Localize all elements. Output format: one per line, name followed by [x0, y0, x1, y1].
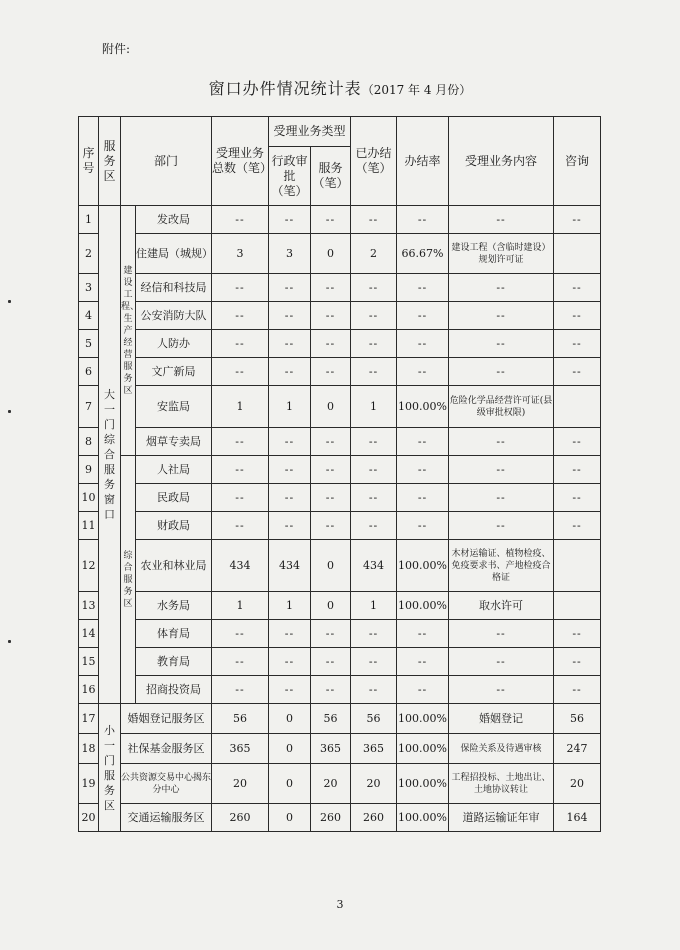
cell-consult: -- [554, 620, 601, 648]
cell-total: -- [212, 676, 269, 704]
cell-dept: 招商投资局 [136, 676, 212, 704]
cell-done: 434 [351, 540, 397, 592]
cell-dept: 财政局 [136, 512, 212, 540]
cell-service: -- [311, 512, 351, 540]
scan-speck [8, 640, 11, 643]
cell-no: 18 [79, 734, 99, 764]
cell-consult: 56 [554, 704, 601, 734]
cell-dept: 社保基金服务区 [121, 734, 212, 764]
cell-no: 3 [79, 274, 99, 302]
cell-total: -- [212, 358, 269, 386]
cell-service: -- [311, 274, 351, 302]
cell-rate: 100.00% [397, 540, 449, 592]
cell-total: -- [212, 274, 269, 302]
cell-consult: -- [554, 274, 601, 302]
cell-done: -- [351, 676, 397, 704]
cell-no: 14 [79, 620, 99, 648]
page-title [0, 76, 680, 99]
cell-total: 20 [212, 764, 269, 804]
header-consult: 咨询 [554, 117, 601, 206]
cell-content: -- [449, 428, 554, 456]
header-type-group: 受理业务类型 [269, 117, 351, 147]
cell-service: 0 [311, 234, 351, 274]
cell-done: -- [351, 330, 397, 358]
cell-rate: 100.00% [397, 764, 449, 804]
cell-done: 260 [351, 804, 397, 832]
cell-service: -- [311, 358, 351, 386]
cell-service: -- [311, 484, 351, 512]
cell-consult: -- [554, 484, 601, 512]
cell-total: -- [212, 302, 269, 330]
attachment-label: 附件: [102, 42, 131, 56]
cell-rate: -- [397, 330, 449, 358]
cell-consult: 164 [554, 804, 601, 832]
header-service: 服务（笔） [311, 147, 351, 206]
cell-rate: -- [397, 274, 449, 302]
cell-admin: -- [269, 358, 311, 386]
cell-no: 15 [79, 648, 99, 676]
cell-dept: 农业和林业局 [136, 540, 212, 592]
cell-admin: 0 [269, 704, 311, 734]
cell-admin: 1 [269, 386, 311, 428]
cell-total: -- [212, 620, 269, 648]
cell-rate: -- [397, 302, 449, 330]
cell-content: -- [449, 512, 554, 540]
cell-content: -- [449, 620, 554, 648]
cell-admin: 0 [269, 764, 311, 804]
cell-admin: -- [269, 648, 311, 676]
cell-consult: -- [554, 302, 601, 330]
cell-done: 2 [351, 234, 397, 274]
statistics-table [78, 116, 601, 832]
cell-dept: 烟草专卖局 [136, 428, 212, 456]
cell-dept: 文广新局 [136, 358, 212, 386]
cell-done: -- [351, 358, 397, 386]
cell-dept: 公安消防大队 [136, 302, 212, 330]
cell-total: -- [212, 330, 269, 358]
cell-no: 4 [79, 302, 99, 330]
group-small-window: 小一门服务区 [99, 704, 121, 832]
header-total: 受理业务总数（笔） [212, 117, 269, 206]
cell-admin: 0 [269, 804, 311, 832]
scan-speck [8, 410, 11, 413]
cell-total: -- [212, 206, 269, 234]
cell-content: -- [449, 206, 554, 234]
cell-dept: 交通运输服务区 [121, 804, 212, 832]
cell-consult: -- [554, 512, 601, 540]
cell-admin: -- [269, 676, 311, 704]
cell-content: 道路运输证年审 [449, 804, 554, 832]
cell-admin: -- [269, 512, 311, 540]
scan-speck [8, 300, 11, 303]
cell-content: -- [449, 274, 554, 302]
cell-dept: 婚姻登记服务区 [121, 704, 212, 734]
cell-service: -- [311, 676, 351, 704]
cell-rate: -- [397, 428, 449, 456]
cell-no: 17 [79, 704, 99, 734]
cell-content: 木材运输证、植物检疫、免疫要求书、产地检疫合格证 [449, 540, 554, 592]
header-done: 已办结（笔） [351, 117, 397, 206]
cell-content: 婚姻登记 [449, 704, 554, 734]
cell-done: -- [351, 456, 397, 484]
cell-done: 1 [351, 592, 397, 620]
cell-consult: -- [554, 428, 601, 456]
cell-total: 3 [212, 234, 269, 274]
cell-done: -- [351, 428, 397, 456]
cell-dept: 体育局 [136, 620, 212, 648]
cell-dept: 水务局 [136, 592, 212, 620]
cell-consult: -- [554, 330, 601, 358]
cell-rate: -- [397, 512, 449, 540]
title-period: （2017 年 4 月份） [361, 83, 472, 97]
cell-consult: -- [554, 206, 601, 234]
cell-dept: 民政局 [136, 484, 212, 512]
cell-dept: 公共资源交易中心揭东分中心 [121, 764, 212, 804]
cell-total: 260 [212, 804, 269, 832]
header-content: 受理业务内容 [449, 117, 554, 206]
cell-rate: -- [397, 456, 449, 484]
cell-rate: 100.00% [397, 592, 449, 620]
cell-service: -- [311, 206, 351, 234]
header-no: 序号 [79, 117, 99, 206]
cell-dept: 人防办 [136, 330, 212, 358]
cell-consult: -- [554, 358, 601, 386]
cell-rate: 66.67% [397, 234, 449, 274]
cell-total: 1 [212, 592, 269, 620]
cell-content: -- [449, 330, 554, 358]
cell-total: 434 [212, 540, 269, 592]
cell-rate: -- [397, 620, 449, 648]
cell-content: -- [449, 456, 554, 484]
cell-service: -- [311, 428, 351, 456]
cell-total: -- [212, 484, 269, 512]
header-admin: 行政审批（笔） [269, 147, 311, 206]
cell-rate: -- [397, 206, 449, 234]
cell-consult: -- [554, 676, 601, 704]
cell-admin: -- [269, 620, 311, 648]
header-zone: 服务区 [99, 117, 121, 206]
cell-admin: 0 [269, 734, 311, 764]
cell-consult: -- [554, 648, 601, 676]
cell-service: -- [311, 620, 351, 648]
cell-service: 20 [311, 764, 351, 804]
cell-rate: -- [397, 358, 449, 386]
cell-no: 13 [79, 592, 99, 620]
cell-service: 0 [311, 386, 351, 428]
cell-content: -- [449, 648, 554, 676]
cell-no: 11 [79, 512, 99, 540]
cell-done: -- [351, 274, 397, 302]
cell-done: 1 [351, 386, 397, 428]
group-comprehensive: 综合服务区 [121, 456, 136, 704]
cell-done: -- [351, 484, 397, 512]
cell-total: -- [212, 456, 269, 484]
cell-no: 12 [79, 540, 99, 592]
cell-content: 建设工程（含临时建设）规划许可证 [449, 234, 554, 274]
cell-service: 56 [311, 704, 351, 734]
cell-consult [554, 234, 601, 274]
cell-admin: 434 [269, 540, 311, 592]
cell-service: -- [311, 456, 351, 484]
cell-dept: 人社局 [136, 456, 212, 484]
cell-content: -- [449, 676, 554, 704]
cell-admin: 1 [269, 592, 311, 620]
cell-dept: 教育局 [136, 648, 212, 676]
cell-done: -- [351, 648, 397, 676]
cell-done: 365 [351, 734, 397, 764]
cell-no: 9 [79, 456, 99, 484]
group-big-window: 大一门综合服务窗口 [99, 206, 121, 704]
cell-dept: 经信和科技局 [136, 274, 212, 302]
cell-no: 16 [79, 676, 99, 704]
cell-rate: 100.00% [397, 386, 449, 428]
cell-done: -- [351, 620, 397, 648]
cell-done: -- [351, 206, 397, 234]
cell-service: -- [311, 648, 351, 676]
cell-total: 1 [212, 386, 269, 428]
cell-no: 6 [79, 358, 99, 386]
cell-service: 0 [311, 540, 351, 592]
cell-no: 5 [79, 330, 99, 358]
cell-done: -- [351, 512, 397, 540]
cell-admin: -- [269, 428, 311, 456]
cell-dept: 发改局 [136, 206, 212, 234]
cell-admin: -- [269, 484, 311, 512]
cell-rate: 100.00% [397, 704, 449, 734]
cell-rate: -- [397, 484, 449, 512]
cell-no: 20 [79, 804, 99, 832]
cell-no: 1 [79, 206, 99, 234]
title-text: 窗口办件情况统计表 [208, 79, 362, 98]
cell-total: 365 [212, 734, 269, 764]
cell-rate: 100.00% [397, 804, 449, 832]
cell-content: -- [449, 484, 554, 512]
cell-total: -- [212, 428, 269, 456]
cell-content: 危险化学品经营许可证(县级审批权限) [449, 386, 554, 428]
group-construction: 建设工程、生产经营服务区 [121, 206, 136, 456]
cell-done: 56 [351, 704, 397, 734]
cell-no: 10 [79, 484, 99, 512]
cell-no: 8 [79, 428, 99, 456]
cell-service: -- [311, 302, 351, 330]
cell-admin: -- [269, 274, 311, 302]
page-number: 3 [336, 898, 344, 911]
cell-total: 56 [212, 704, 269, 734]
cell-no: 2 [79, 234, 99, 274]
cell-admin: -- [269, 206, 311, 234]
cell-done: 20 [351, 764, 397, 804]
cell-rate: -- [397, 648, 449, 676]
cell-admin: -- [269, 302, 311, 330]
cell-content: -- [449, 302, 554, 330]
cell-consult [554, 592, 601, 620]
cell-content: 取水许可 [449, 592, 554, 620]
cell-admin: -- [269, 456, 311, 484]
cell-content: 保险关系及待遇审核 [449, 734, 554, 764]
cell-admin: 3 [269, 234, 311, 274]
cell-content: 工程招投标、土地出让、土地协议转让 [449, 764, 554, 804]
cell-consult [554, 540, 601, 592]
cell-consult [554, 386, 601, 428]
cell-total: -- [212, 648, 269, 676]
cell-service: 260 [311, 804, 351, 832]
cell-total: -- [212, 512, 269, 540]
cell-rate: 100.00% [397, 734, 449, 764]
cell-service: -- [311, 330, 351, 358]
cell-dept: 住建局（城规） [136, 234, 212, 274]
cell-done: -- [351, 302, 397, 330]
cell-dept: 安监局 [136, 386, 212, 428]
header-rate: 办结率 [397, 117, 449, 206]
cell-consult: 20 [554, 764, 601, 804]
cell-admin: -- [269, 330, 311, 358]
header-dept: 部门 [121, 117, 212, 206]
cell-service: 0 [311, 592, 351, 620]
cell-no: 7 [79, 386, 99, 428]
cell-consult: 247 [554, 734, 601, 764]
cell-content: -- [449, 358, 554, 386]
cell-no: 19 [79, 764, 99, 804]
cell-service: 365 [311, 734, 351, 764]
cell-consult: -- [554, 456, 601, 484]
cell-rate: -- [397, 676, 449, 704]
